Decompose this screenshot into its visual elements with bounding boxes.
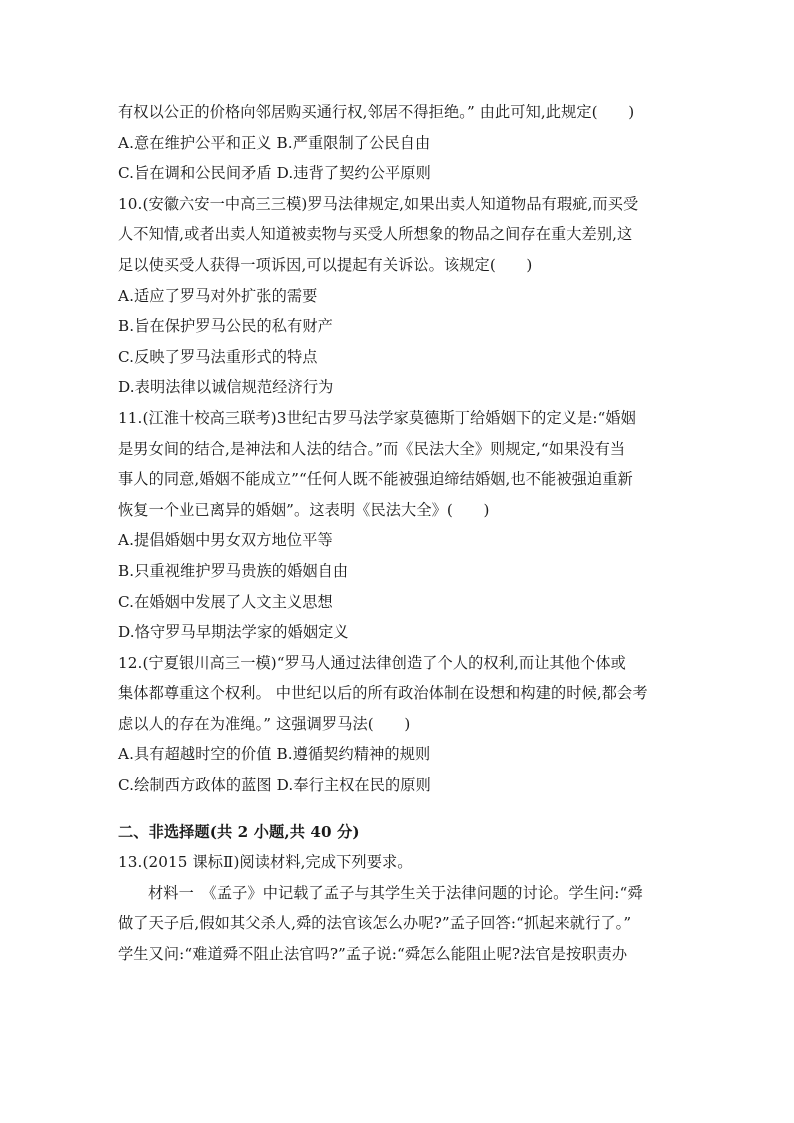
question-12-options-cd: C.绘制西方政体的蓝图 D.奉行主权在民的原则 [118, 776, 431, 795]
question-11-stem-line: 11.(江淮十校高三联考)3世纪古罗马法学家莫德斯丁给婚姻下的定义是:“婚姻 [118, 408, 636, 427]
question-13-material-line: 材料一 《孟子》中记载了孟子与其学生关于法律问题的讨论。学生问:“舜 [148, 883, 643, 902]
question-10-stem-line: 人不知情,或者出卖人知道被卖物与买受人所想象的物品之间存在重大差别,这 [118, 225, 633, 244]
question-11-stem-line: 事人的同意,婚姻不能成立”“任何人既不能被强迫缔结婚姻,也不能被强迫重新 [118, 470, 633, 489]
question-12-stem-line: 12.(宁夏银川高三一模)“罗马人通过法律创造了个人的权利,而让其他个体或 [118, 653, 626, 672]
question-10-stem-line: 10.(安徽六安一中高三三模)罗马法律规定,如果出卖人知道物品有瑕疵,而买受 [118, 194, 639, 213]
question-10 [118, 189, 678, 403]
question-11-option-b: B.只重视维护罗马贵族的婚姻自由 [118, 561, 349, 580]
question-11-option-c: C.在婚姻中发展了人文主义思想 [118, 592, 333, 611]
question-9-stem-tail: 有权以公正的价格向邻居购买通行权,邻居不得拒绝。” 由此可知,此规定( ) [118, 103, 635, 121]
question-13 [118, 847, 678, 969]
question-9-options-cd: C.旨在调和公民间矛盾 D.违背了契约公平原则 [118, 164, 431, 183]
question-12-options-ab: A.具有超越时空的价值 B.遵循契约精神的规则 [118, 745, 431, 764]
question-13-stem: 13.(2015 课标Ⅱ)阅读材料,完成下列要求。 [118, 853, 413, 872]
question-10-option-a: A.适应了罗马对外扩张的需要 [118, 286, 318, 305]
question-11 [118, 403, 678, 648]
question-10-option-b: B.旨在保护罗马公民的私有财产 [118, 317, 333, 336]
question-10-stem-line: 足以使买受人获得一项诉因,可以提起有关诉讼。该规定( ) [118, 255, 533, 274]
document-page [118, 97, 678, 970]
question-13-material-line: 学生又问:“难道舜不阻止法官吗?”孟子说:“舜怎么能阻止呢?法官是按职责办 [118, 945, 628, 964]
question-12-stem-line: 集体都尊重这个权利。 中世纪以后的所有政治体制在设想和构建的时候,都会考 [118, 684, 648, 703]
question-11-option-d: D.恪守罗马早期法学家的婚姻定义 [118, 623, 349, 642]
question-9 [118, 97, 678, 189]
question-10-option-d: D.表明法律以诚信规范经济行为 [118, 378, 334, 397]
question-11-stem-line: 恢复一个业已离异的婚姻”。这表明《民法大全》( ) [118, 500, 490, 519]
question-9-options-ab: A.意在维护公平和正义 B.严重限制了公民自由 [118, 133, 431, 152]
question-10-option-c: C.反映了罗马法重形式的特点 [118, 347, 318, 366]
question-11-option-a: A.提倡婚姻中男女双方地位平等 [118, 531, 333, 550]
question-12-stem-line: 虑以人的存在为准绳。” 这强调罗马法( ) [118, 714, 411, 733]
question-11-stem-line: 是男女间的结合,是神法和人法的结合。”而《民法大全》则规定,“如果没有当 [118, 439, 626, 458]
question-13-material-line: 做了天子后,假如其父杀人,舜的法官该怎么办呢?”孟子回答:“抓起来就行了。” [118, 914, 632, 933]
question-12 [118, 648, 678, 801]
section-2-heading: 二、非选择题(共 2 小题,共 40 分) [118, 822, 360, 841]
